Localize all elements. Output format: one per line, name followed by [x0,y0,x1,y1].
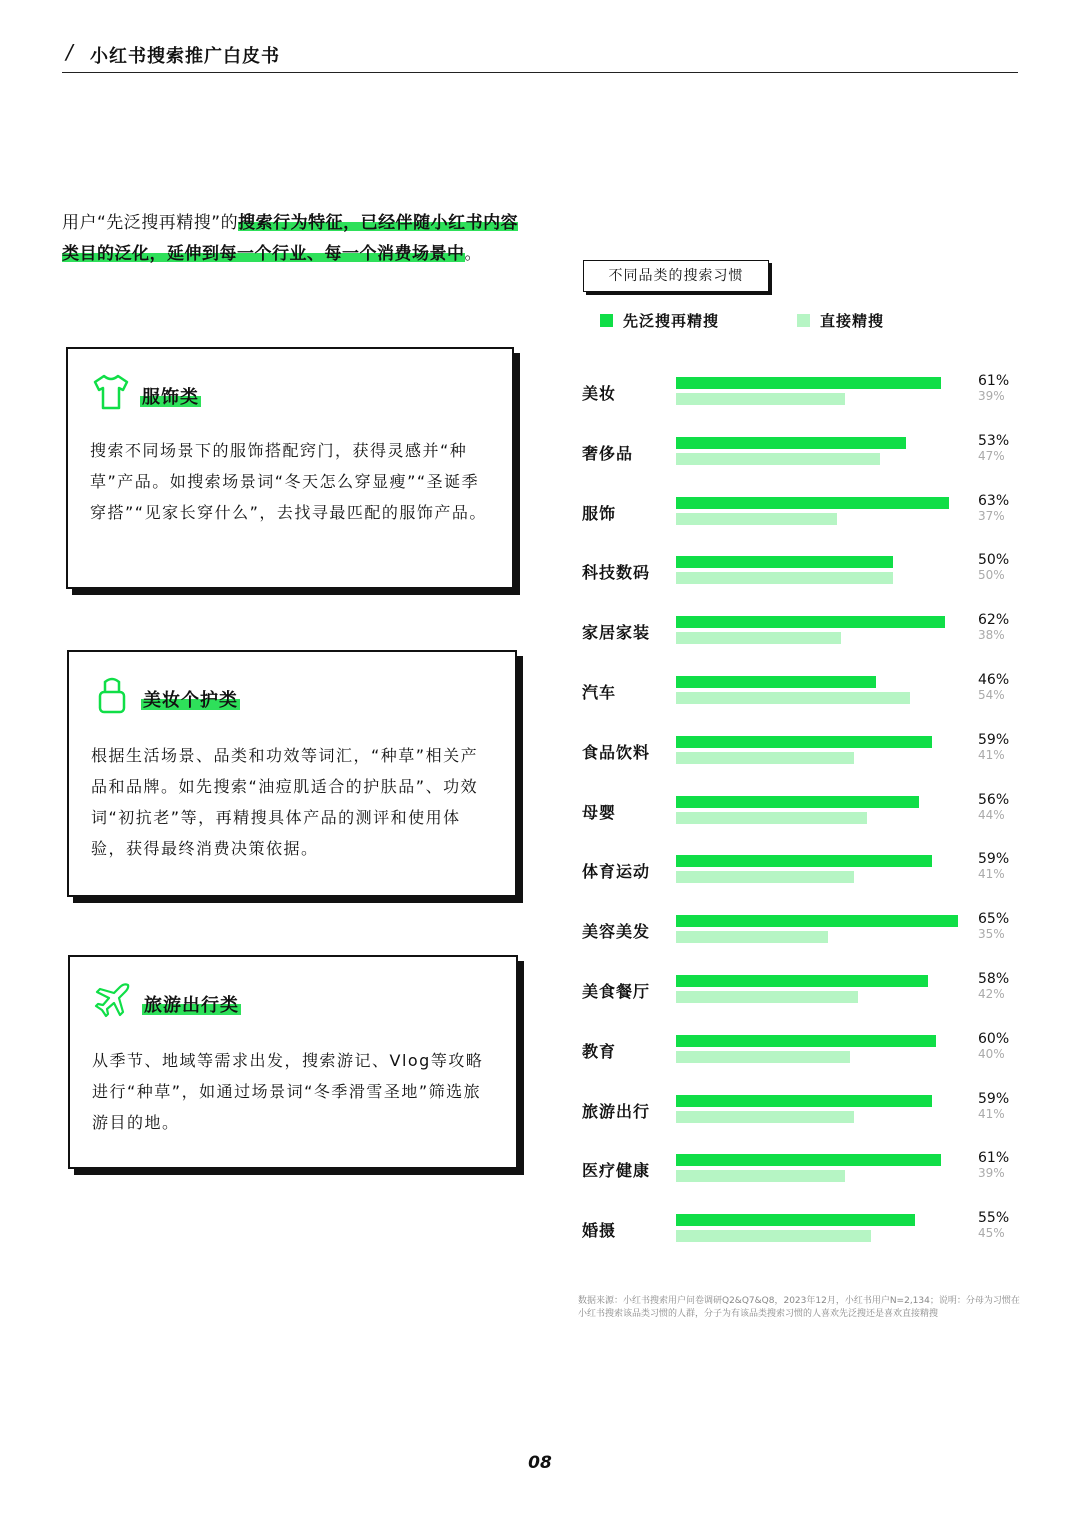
bar-direct-precise [676,871,854,883]
bar-broad-then-precise [676,676,876,688]
bar-broad-then-precise [676,736,932,748]
value-label-primary: 61% [978,373,1010,389]
t-shirt-icon [90,371,132,413]
bar-broad-then-precise [676,1095,932,1107]
bar-direct-precise [676,1051,850,1063]
header-slash: / [66,40,73,64]
bar-direct-precise [676,393,845,405]
legend-swatch [600,314,613,327]
bar-broad-then-precise [676,915,958,927]
card-body: 根据生活场景、品类和功效等词汇，“种草”相关产品和品牌。如先搜索“油痘肌适合的护肤品”、功效词“初抗老”等，再精搜具体产品的测评和使用体验，获得最终消费决策依据。 [91,746,479,858]
chart-row [580,791,1020,840]
card-body: 从季节、地域等需求出发，搜索游记、Vlog等攻略进行“种草”，如通过场景词“冬季滑雪圣地”筛选旅游目的地。 [92,1051,484,1132]
legend-label: 直接精搜 [820,312,885,330]
bar-direct-precise [676,931,828,943]
bar-direct-precise [676,752,854,764]
category-label: 美妆 [582,384,617,403]
chart-row [580,492,1020,541]
chart-row [580,731,1020,780]
card-title: 旅游出行类 [142,991,241,1017]
bar-direct-precise [676,1111,854,1123]
bar-direct-precise [676,812,867,824]
page-header [62,38,1018,73]
chart-row [580,552,1020,600]
value-label-primary: 58% [978,971,1010,987]
category-label: 旅游出行 [582,1101,651,1121]
category-label: 家居家装 [582,623,651,643]
legend-swatch [797,314,810,327]
chart-row [580,851,1020,899]
category-label: 汽车 [582,683,617,702]
category-label: 教育 [582,1041,617,1061]
card-body: 搜索不同场景下的服饰搭配窍门，获得灵感并“种草”产品。如搜索场景词“冬天怎么穿显瘦”“圣诞季穿搭”“见家长穿什么”，去找寻最匹配的服饰产品。 [90,441,487,522]
value-label-primary: 65% [978,911,1010,928]
bar-direct-precise [676,1170,845,1182]
legend-label: 先泛搜再精搜 [623,312,720,330]
bar-broad-then-precise [676,377,941,389]
value-label-primary: 59% [978,731,1010,748]
value-label-primary: 63% [978,492,1010,509]
value-label-secondary: 50% [978,568,1005,583]
value-label-secondary: 44% [978,807,1005,822]
value-label-primary: 60% [978,1030,1010,1047]
bar-broad-then-precise [676,796,919,808]
value-label-secondary: 39% [978,1166,1005,1181]
lipstick-icon [91,674,133,716]
category-label: 体育运动 [582,862,651,882]
legend-series-2 [797,310,884,331]
category-label: 医疗健康 [582,1161,651,1181]
category-label: 科技数码 [582,563,651,583]
category-label: 美容美发 [582,922,651,942]
card-title: 服饰类 [140,383,201,409]
data-source-note: 数据来源：小红书搜索用户问卷调研Q2&Q7&Q8，2023年12月，小红书用户N=2,134；说明：分母为习惯在小红书搜索该品类习惯的人群，分子为有该品类搜索习惯的人喜欢先泛搜还是喜欢直接精搜 [578,1296,1020,1319]
category-label: 服饰 [582,503,617,523]
value-label-primary: 46% [978,672,1010,688]
value-label-primary: 62% [978,612,1010,629]
value-label-secondary: 40% [978,1046,1005,1061]
chart-row [580,1210,1020,1258]
bar-direct-precise [676,572,893,584]
value-label-secondary: 38% [978,628,1005,643]
category-label: 母婴 [582,802,617,822]
chart-row [580,612,1020,660]
chart-row [580,672,1020,720]
bar-direct-precise [676,453,880,465]
value-label-primary: 59% [978,1090,1010,1107]
value-label-secondary: 41% [978,867,1005,882]
value-label-secondary: 45% [978,1226,1005,1241]
bar-broad-then-precise [676,1214,915,1226]
chart-row [580,911,1020,959]
bar-direct-precise [676,991,858,1003]
intro-pre: 用户“先泛搜再精搜”的 [62,213,239,233]
bar-direct-precise [676,692,910,704]
category-label: 食品饮料 [582,742,651,762]
bar-broad-then-precise [676,616,945,628]
bar-broad-then-precise [676,855,932,867]
value-label-primary: 50% [978,552,1010,569]
card-apparel [66,347,514,589]
value-label-secondary: 41% [978,1106,1005,1121]
chart-title: 不同品类的搜索习惯 [583,260,769,292]
chart-row [580,971,1020,1019]
bar-broad-then-precise [676,497,949,509]
intro-post: 。 [464,244,482,264]
value-label-secondary: 47% [978,448,1005,463]
header-title: 小红书搜索推广白皮书 [90,46,280,67]
value-label-secondary: 41% [978,747,1005,762]
value-label-primary: 61% [978,1150,1010,1167]
category-label: 美食餐厅 [582,982,651,1001]
bar-broad-then-precise [676,556,893,568]
card-travel [68,955,518,1169]
value-label-secondary: 54% [978,688,1005,702]
value-label-primary: 56% [978,791,1010,808]
chart-row [580,1090,1020,1139]
category-label: 婚摄 [582,1221,617,1241]
card-title: 美妆个护类 [141,686,240,712]
intro-highlight: 搜索行为特征，已经伴随小红书内容类目的泛化，延伸到每一个行业、每一个消费场景中 [62,213,519,264]
bar-direct-precise [676,632,841,644]
value-label-secondary: 39% [978,389,1005,403]
chart-row [580,432,1020,481]
legend-series-1 [600,310,719,331]
value-label-primary: 59% [978,851,1010,868]
intro-paragraph [62,208,532,270]
category-label: 奢侈品 [582,443,634,463]
value-label-primary: 53% [978,432,1010,449]
value-label-secondary: 37% [978,508,1005,523]
bar-broad-then-precise [676,975,928,987]
value-label-secondary: 35% [978,927,1005,942]
bar-broad-then-precise [676,1035,936,1047]
bar-broad-then-precise [676,1154,941,1166]
bar-direct-precise [676,1230,871,1242]
airplane-icon [92,979,134,1021]
chart-row [580,1030,1020,1079]
chart-row [580,373,1020,421]
value-label-primary: 55% [978,1210,1010,1227]
card-beauty [67,650,517,897]
value-label-secondary: 42% [978,987,1005,1001]
chart-row [580,1150,1020,1198]
page-number: 08 [528,1453,552,1473]
bar-direct-precise [676,513,837,525]
bar-broad-then-precise [676,437,906,449]
